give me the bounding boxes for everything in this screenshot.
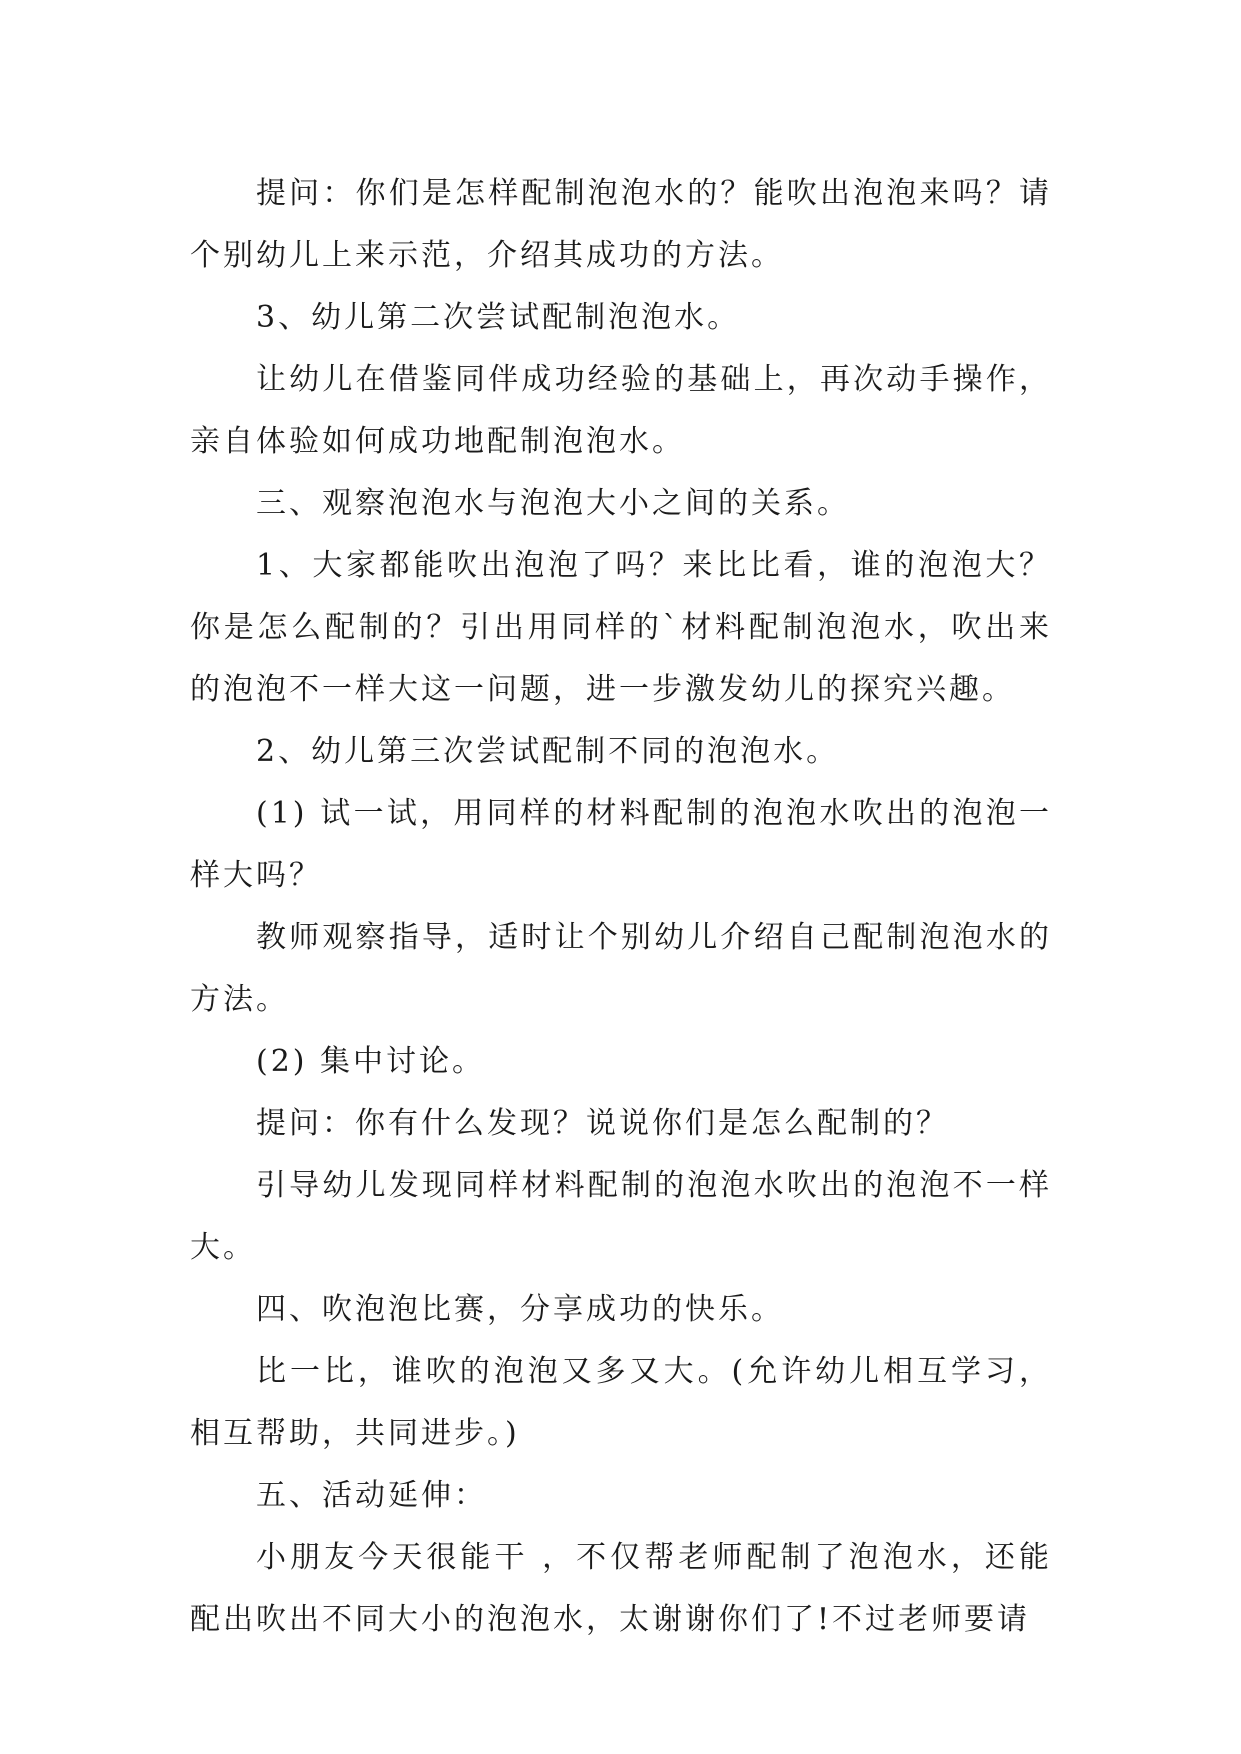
paragraph-section-3-heading: 三、观察泡泡水与泡泡大小之间的关系。 — [256, 486, 850, 521]
paragraph-bubble-contest: 比一比，谁吹的泡泡又多又大。(允许幼儿相互学习，相互帮助，共同进步。) — [190, 1354, 1052, 1451]
paragraph-section-5-heading: 五、活动延伸： — [256, 1478, 487, 1513]
paragraph-item-2-discussion: (2) 集中讨论。 — [256, 1044, 486, 1079]
paragraph-teacher-guidance: 教师观察指导，适时让个别幼儿介绍自己配制泡泡水的方法。 — [190, 920, 1052, 1017]
paragraph-guide-discovery: 引导幼儿发现同样材料配制的泡泡水吹出的泡泡不一样大。 — [190, 1168, 1052, 1265]
paragraph-section-4-heading: 四、吹泡泡比赛，分享成功的快乐。 — [256, 1292, 784, 1327]
paragraph-closing-remarks: 小朋友今天很能干 ，不仅帮老师配制了泡泡水，还能配出吹出不同大小的泡泡水，太谢谢你们了!不过老师要请 — [190, 1540, 1052, 1637]
paragraph-question-how-to-mix: 提问：你们是怎样配制泡泡水的？能吹出泡泡来吗？请个别幼儿上来示范，介绍其成功的方法。 — [190, 176, 1052, 273]
paragraph-learn-from-peers: 让幼儿在借鉴同伴成功经验的基础上，再次动手操作，亲自体验如何成功地配制泡泡水。 — [190, 362, 1052, 459]
paragraph-step-1-compare-bubbles: 1、大家都能吹出泡泡了吗？来比比看，谁的泡泡大？你是怎么配制的？引出用同样的`材料配制泡泡水，吹出来的泡泡不一样大这一问题，进一步激发幼儿的探究兴趣。 — [190, 548, 1052, 707]
paragraph-step-2-third-try: 2、幼儿第三次尝试配制不同的泡泡水。 — [256, 734, 840, 769]
paragraph-step-3-second-try: 3、幼儿第二次尝试配制泡泡水。 — [256, 300, 741, 335]
document-body — [190, 163, 1052, 1651]
paragraph-question-findings: 提问：你有什么发现？说说你们是怎么配制的？ — [256, 1106, 949, 1141]
paragraph-item-1-try: (1) 试一试，用同样的材料配制的泡泡水吹出的泡泡一样大吗？ — [190, 796, 1052, 893]
